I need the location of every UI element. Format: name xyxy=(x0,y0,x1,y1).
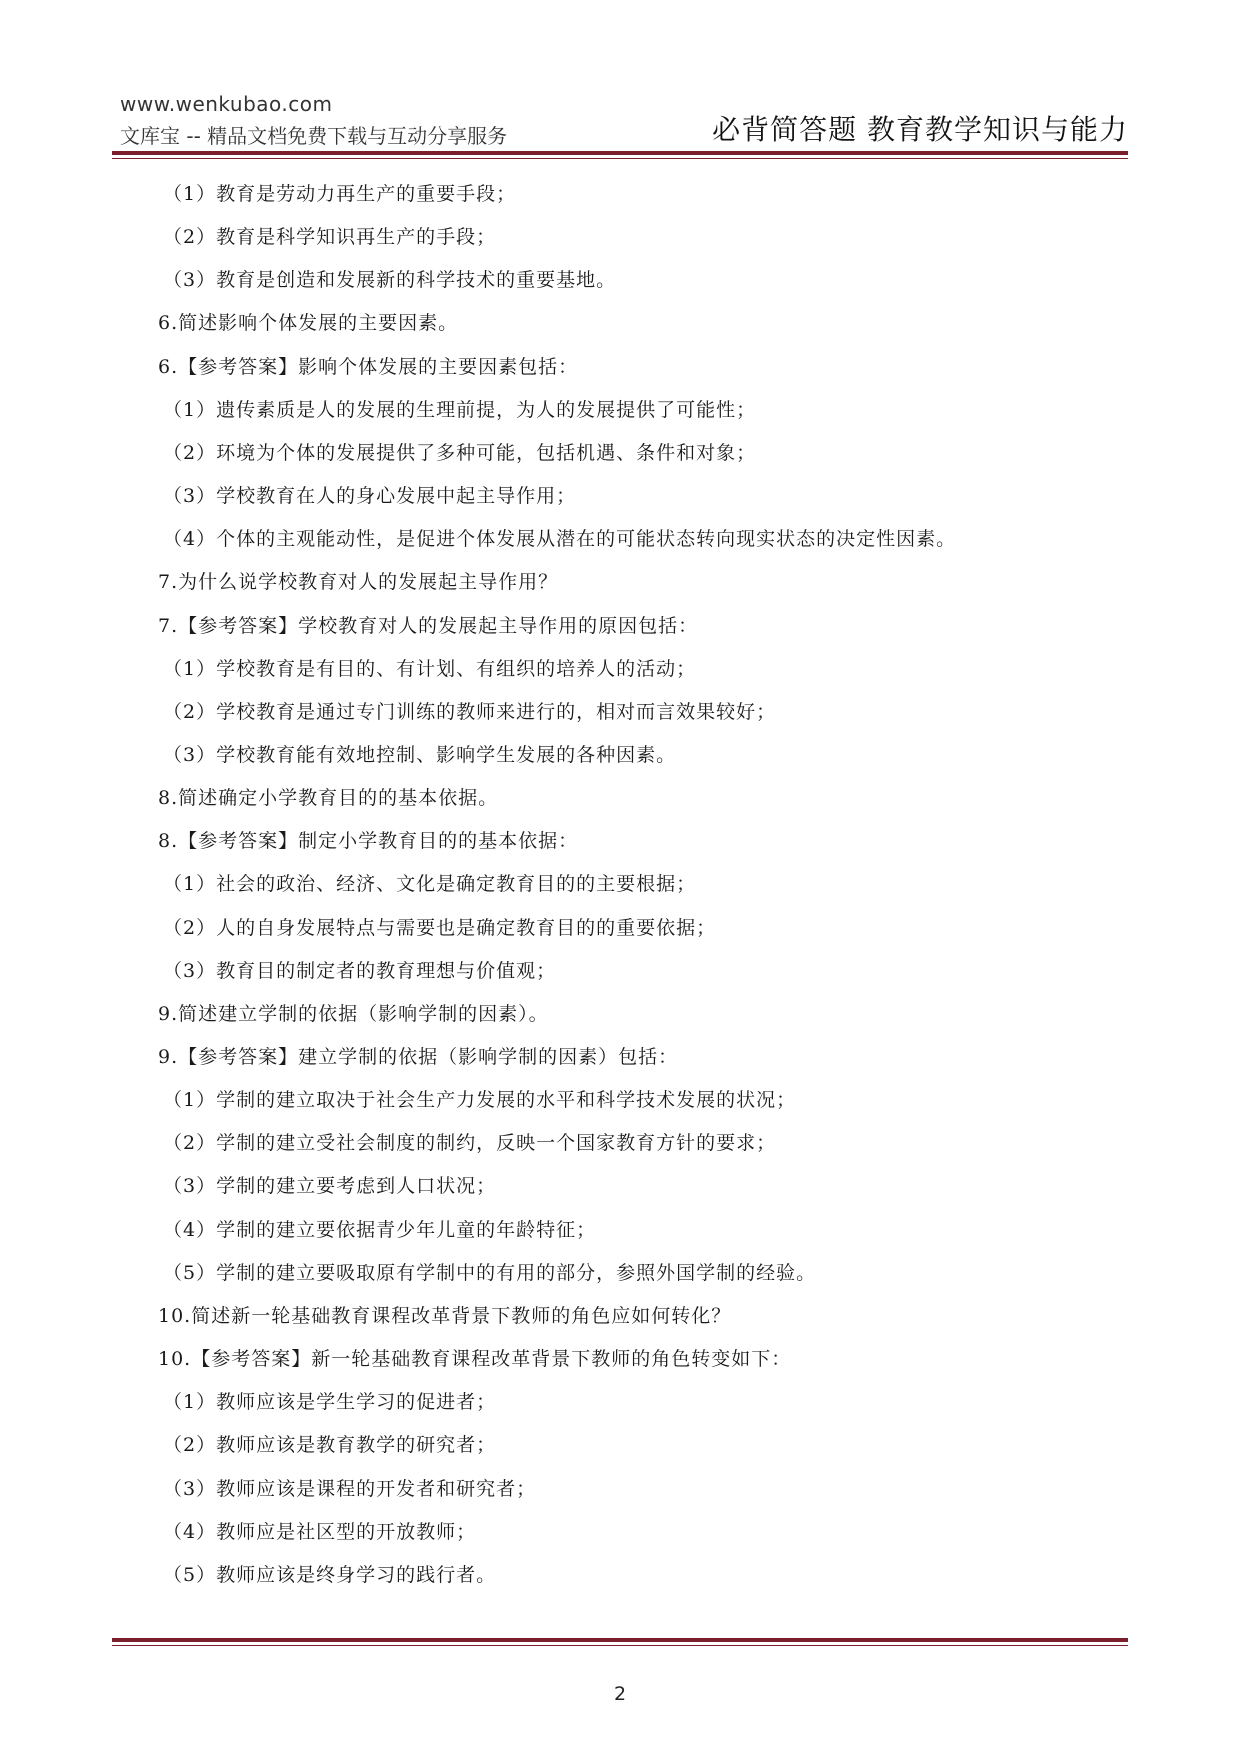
answer-item-line: （1）社会的政治、经济、文化是确定教育目的的主要根据； xyxy=(163,873,697,895)
question-line: 9.【参考答案】建立学制的依据（影响学制的因素）包括： xyxy=(158,1046,679,1068)
document-title: 必背简答题 教育教学知识与能力 xyxy=(712,113,1128,146)
site-url: www.wenkubao.com xyxy=(120,92,333,116)
answer-item-line: （5）教师应该是终身学习的践行者。 xyxy=(163,1564,497,1586)
answer-item-line: （3）学校教育在人的身心发展中起主导作用； xyxy=(163,485,577,507)
answer-item-line: （2）学校教育是通过专门训练的教师来进行的，相对而言效果较好； xyxy=(163,701,777,723)
page-header xyxy=(0,0,1240,160)
answer-item-line: （4）学制的建立要依据青少年儿童的年龄特征； xyxy=(163,1219,597,1241)
answer-item-line: （5）学制的建立要吸取原有学制中的有用的部分，参照外国学制的经验。 xyxy=(163,1262,817,1284)
answer-item-line: （1）遗传素质是人的发展的生理前提，为人的发展提供了可能性； xyxy=(163,399,757,421)
answer-item-line: （1）学制的建立取决于社会生产力发展的水平和科学技术发展的状况； xyxy=(163,1089,797,1111)
answer-item-line: （2）教育是科学知识再生产的手段； xyxy=(163,226,497,248)
question-line: 6.简述影响个体发展的主要因素。 xyxy=(158,312,459,334)
site-tagline: 文库宝 -- 精品文档免费下载与互动分享服务 xyxy=(120,124,508,148)
question-line: 10.简述新一轮基础教育课程改革背景下教师的角色应如何转化？ xyxy=(158,1305,732,1327)
page-number: 2 xyxy=(613,1683,627,1705)
answer-item-line: （3）学制的建立要考虑到人口状况； xyxy=(163,1175,497,1197)
answer-item-line: （2）学制的建立受社会制度的制约，反映一个国家教育方针的要求； xyxy=(163,1132,777,1154)
answer-item-line: （1）教育是劳动力再生产的重要手段； xyxy=(163,183,517,205)
question-line: 10.【参考答案】新一轮基础教育课程改革背景下教师的角色转变如下： xyxy=(158,1348,792,1370)
question-line: 9.简述建立学制的依据（影响学制的因素）。 xyxy=(158,1003,549,1025)
question-line: 8.简述确定小学教育目的的基本依据。 xyxy=(158,787,499,809)
footer-rule-thick xyxy=(112,1638,1128,1642)
answer-item-line: （3）教师应该是课程的开发者和研究者； xyxy=(163,1478,537,1500)
answer-item-line: （4）教师应是社区型的开放教师； xyxy=(163,1521,477,1543)
header-rule-thin xyxy=(112,158,1128,159)
answer-item-line: （3）教育是创造和发展新的科学技术的重要基地。 xyxy=(163,269,617,291)
answer-item-line: （4）个体的主观能动性，是促进个体发展从潜在的可能状态转向现实状态的决定性因素。 xyxy=(163,528,957,550)
answer-item-line: （2）环境为个体的发展提供了多种可能，包括机遇、条件和对象； xyxy=(163,442,757,464)
footer-rule-thin xyxy=(112,1645,1128,1646)
header-rule-thick xyxy=(112,151,1128,155)
answer-item-line: （1）教师应该是学生学习的促进者； xyxy=(163,1391,497,1413)
question-line: 7.为什么说学校教育对人的发展起主导作用？ xyxy=(158,571,559,593)
answer-item-line: （2）人的自身发展特点与需要也是确定教育目的的重要依据； xyxy=(163,917,717,939)
answer-item-line: （3）学校教育能有效地控制、影响学生发展的各种因素。 xyxy=(163,744,677,766)
answer-item-line: （3）教育目的制定者的教育理想与价值观； xyxy=(163,960,557,982)
question-line: 6.【参考答案】影响个体发展的主要因素包括： xyxy=(158,356,579,378)
answer-item-line: （2）教师应该是教育教学的研究者； xyxy=(163,1434,497,1456)
question-line: 7.【参考答案】学校教育对人的发展起主导作用的原因包括： xyxy=(158,615,699,637)
question-line: 8.【参考答案】制定小学教育目的的基本依据： xyxy=(158,830,579,852)
answer-item-line: （1）学校教育是有目的、有计划、有组织的培养人的活动； xyxy=(163,658,697,680)
